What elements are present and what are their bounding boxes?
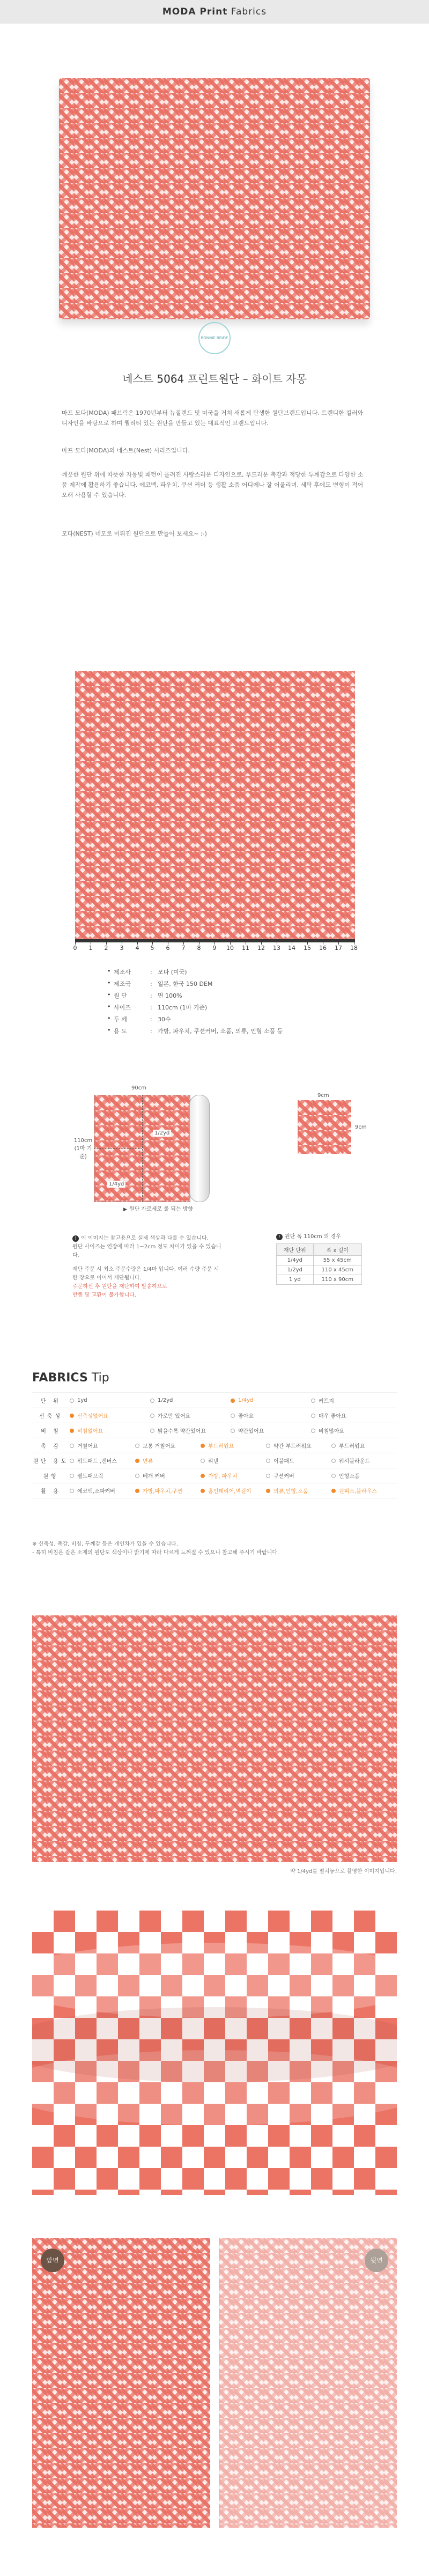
selected-dot-icon (231, 1399, 235, 1403)
tip-row (32, 1483, 397, 1498)
tip-row (32, 1423, 397, 1438)
tip-row (32, 1393, 397, 1408)
tip-option-label: 워드패드 ,캔버스 (77, 1459, 117, 1465)
ruler-number: 17 (335, 945, 342, 952)
spec-value: 면 100% (158, 992, 182, 999)
half-divider (142, 1095, 143, 1202)
ruler-tick (75, 939, 76, 945)
tip-option-label: 베개 커버 (143, 1474, 165, 1480)
table-row (277, 1256, 362, 1265)
tip-key: 신축성 (39, 1414, 63, 1419)
unselected-dot-icon (70, 1489, 74, 1493)
spec-key: • 제조국 (107, 979, 150, 988)
table-cell: 110 x 45cm (313, 1265, 361, 1275)
tip-option-label: 커트지 (319, 1399, 334, 1404)
cut-table-head: ! 원단 폭 110cm 의 경우 (276, 1232, 378, 1240)
order-notes (72, 1234, 223, 1300)
ruler (73, 939, 358, 952)
cut-table-header: 재단 단위 (277, 1244, 314, 1256)
selected-dot-icon (201, 1444, 205, 1448)
ruler-number: 15 (304, 945, 311, 952)
tip-option-label: 비침많아요 (319, 1429, 345, 1435)
roll-direction-note: ▶ 원단 가로세로 롤 되는 방향 (123, 1204, 193, 1212)
size-diagram (72, 1079, 233, 1224)
tip-row (32, 1408, 397, 1423)
ruler-number: 18 (350, 945, 358, 952)
unselected-dot-icon (150, 1399, 154, 1403)
quarter-yard-label: 1/4yd (107, 1181, 125, 1188)
tip-option (231, 1411, 311, 1419)
description-paragraph-3: 깨끗한 원단 위에 따뜻한 자몽빛 패턴이 올려진 사랑스러운 디자인으로, 부드러운 촉감과 적당한 두께감으로 다양한 소품 제작에 활용하기 좋습니다. 에코백, 파우치, 쿠션 커버 등 생활 소품 어디에나 잘 어울리며, 세탁 후에도 변형이 적어 오래 사용할 수 있습니다. (62, 471, 364, 499)
ruler-number: 11 (242, 945, 249, 952)
tip-option-label: 퀼트패브릭 (77, 1474, 103, 1480)
ruler-number: 10 (226, 945, 234, 952)
unselected-dot-icon (331, 1444, 336, 1448)
tip-option (311, 1411, 391, 1419)
tip-option (150, 1426, 231, 1435)
unselected-dot-icon (70, 1474, 74, 1478)
tip-option (70, 1487, 135, 1495)
photo-caption: 약 1/4yd를 펼쳐놓으로 촬영한 이미지입니다. (290, 1869, 397, 1875)
tip-option-label: 1yd (77, 1397, 87, 1403)
unselected-dot-icon (311, 1414, 315, 1418)
tip-row (32, 1468, 397, 1483)
tip-option-label: 인형소품 (339, 1474, 360, 1480)
tip-option-label: 부드러워요 (339, 1444, 365, 1450)
unselected-dot-icon (150, 1414, 154, 1418)
tip-option-label: 가방,파우치,쿠션 (143, 1489, 182, 1495)
tip-option (70, 1457, 135, 1465)
tip-option (150, 1411, 231, 1419)
tip-option (201, 1441, 266, 1450)
spec-row (107, 990, 332, 1001)
ruler-tick (307, 939, 308, 945)
tip-key: 활 용 (41, 1489, 61, 1495)
tip-option-label: 원피스,블라우스 (339, 1489, 377, 1495)
tip-option-label: 1/2yd (158, 1397, 173, 1403)
ruler-tick (230, 939, 231, 945)
spec-colon: : (150, 980, 152, 987)
ruler-tick (106, 939, 107, 945)
tip-option (231, 1397, 311, 1403)
info-icon: ! (276, 1234, 283, 1240)
tip-key: 촉 감 (41, 1444, 61, 1450)
note-2: 원단 사이즈는 연장에 따라 1~2cm 정도 차이가 있을 수 있습니다. (72, 1244, 221, 1258)
title-main: 네스트 5064 프린트원단 (122, 372, 240, 385)
ruler-number: 1 (88, 945, 93, 952)
tip-option-label: 보통 거칠어요 (143, 1444, 176, 1450)
table-cell: 1/4yd (277, 1256, 314, 1265)
tips-foot-2: - 특히 비침은 같은 소재의 원단도 색상이나 밝기에 따라 다르게 느껴질 수 있으니 참고해 주시기 바랍니다. (32, 1550, 279, 1556)
tips-foot-1: ※ 신축성, 촉감, 비침, 두께감 등은 개인차가 있을 수 있습니다. (32, 1541, 178, 1547)
brand-header (0, 0, 429, 24)
spec-key: • 두 께 (107, 1015, 150, 1023)
tip-option-label: 1/4yd (238, 1397, 254, 1403)
ruler-number: 16 (319, 945, 327, 952)
spec-row (107, 978, 332, 990)
spec-colon: : (150, 1027, 152, 1035)
front-badge: 앞면 (41, 2249, 64, 2272)
ruler-number: 4 (135, 945, 139, 952)
spec-colon: : (150, 968, 152, 976)
folded-fabric (59, 78, 370, 319)
ruler-number: 8 (197, 945, 201, 952)
spec-value: 일본, 한국 150 DEM (158, 980, 213, 987)
spec-row (107, 966, 332, 978)
tip-option (70, 1411, 150, 1419)
tip-option (135, 1487, 201, 1495)
tip-option-label: 거칠어요 (77, 1444, 98, 1450)
tip-key: 원단 용도 (33, 1459, 69, 1465)
table-row (277, 1275, 362, 1285)
cut-size-table (276, 1232, 378, 1285)
spec-value: 30수 (158, 1016, 171, 1023)
hero-fabric-image (59, 78, 370, 319)
fabric-sample-swatch (75, 671, 355, 939)
spec-key: • 원 단 (107, 991, 150, 1000)
spec-value: 가방, 파우치, 쿠션커버, 소품, 의류, 인형 소품 등 (158, 1028, 283, 1035)
selected-dot-icon (135, 1459, 139, 1463)
tip-option (331, 1472, 397, 1480)
tip-option-label: 약간있어요 (238, 1429, 264, 1435)
back-side-photo (219, 2238, 397, 2528)
tip-option-label: 가방, 파우치 (208, 1474, 238, 1480)
tip-option-label: 부드러워요 (208, 1444, 234, 1450)
note-red-1: 주문하신 후 원단을 재단하여 발송하므로 (72, 1284, 167, 1290)
tip-option-label: 워셔블라운드 (339, 1459, 370, 1465)
selected-dot-icon (331, 1489, 336, 1493)
tip-row (32, 1438, 397, 1453)
ruler-number: 5 (150, 945, 154, 952)
half-yard-label: 1/2yd (153, 1130, 171, 1137)
tip-option (70, 1426, 150, 1435)
tip-option-label: 신축성없어요 (77, 1414, 108, 1419)
ruler-number: 3 (120, 945, 124, 952)
draped-fabric-photo (32, 1911, 397, 2195)
unselected-dot-icon (150, 1429, 154, 1433)
tip-option (331, 1441, 397, 1450)
tip-option-label: 쿠션커버 (273, 1474, 294, 1480)
tip-option (135, 1472, 201, 1480)
tip-option-label: 약간 부드러워요 (273, 1444, 312, 1450)
tip-option (70, 1441, 135, 1450)
tip-option (311, 1396, 391, 1404)
unselected-dot-icon (311, 1429, 315, 1433)
tip-option (331, 1457, 397, 1465)
unselected-dot-icon (70, 1459, 74, 1463)
spec-row (107, 1025, 332, 1037)
tip-key: 원형 (43, 1474, 59, 1480)
quarter-divider (94, 1148, 142, 1149)
tip-option-label: 에코백,소파커버 (77, 1489, 115, 1495)
ruler-tick (137, 939, 138, 945)
unselected-dot-icon (266, 1459, 270, 1463)
spec-key: • 사이즈 (107, 1003, 150, 1012)
spec-colon: : (150, 1015, 152, 1023)
spec-key: • 용 도 (107, 1027, 150, 1035)
tip-option-label: 비침없어요 (77, 1429, 103, 1435)
diagram-width-label: 90cm (131, 1085, 146, 1091)
drape-highlight (32, 1943, 397, 2018)
ruler-number: 12 (257, 945, 265, 952)
tip-key: 단 위 (41, 1399, 61, 1404)
ruler-tick (338, 939, 339, 945)
info-icon: ! (72, 1235, 79, 1242)
ruler-number: 14 (288, 945, 295, 952)
selected-dot-icon (201, 1489, 205, 1493)
cut-table-header: 폭 x 길이 (313, 1244, 361, 1256)
unselected-dot-icon (135, 1444, 139, 1448)
small-sample-width: 9cm (317, 1093, 329, 1099)
tip-option-label: 리넨 (208, 1459, 219, 1465)
ruler-number: 7 (181, 945, 186, 952)
note-3: 재단 주문 시 최소 주문수량은 1/4마 입니다. 여러 수량 주문 시 한 장으로 이어서 재단됩니다. (72, 1267, 219, 1281)
brand-light: Fabrics (227, 6, 267, 17)
selected-dot-icon (266, 1489, 270, 1493)
tip-key: 비 침 (41, 1429, 61, 1435)
description-paragraph-4: 모다(NEST) 네모로 이뤄진 원단으로 만들어 보세요~ :-) (62, 530, 207, 537)
unselected-dot-icon (231, 1414, 235, 1418)
tip-option-label: 의류,인형,소품 (273, 1489, 308, 1495)
selected-dot-icon (201, 1474, 205, 1478)
ruler-tick (261, 939, 262, 945)
unselected-dot-icon (135, 1474, 139, 1478)
front-side-photo (32, 2238, 210, 2528)
tip-option (266, 1441, 331, 1450)
ruler-tick (214, 939, 215, 945)
ruler-tick (152, 939, 153, 945)
tip-option (311, 1426, 391, 1435)
selected-dot-icon (70, 1414, 74, 1418)
ruler-bar (75, 939, 355, 942)
tip-option-label: 이불패드 (273, 1459, 294, 1465)
fabric-roll (189, 1095, 210, 1202)
unselected-dot-icon (311, 1399, 315, 1403)
description-paragraph-2: 마프 모다(MODA)의 네스트(Nest) 시리즈입니다. (62, 447, 190, 454)
spec-key: • 제조사 (107, 968, 150, 976)
unselected-dot-icon (201, 1459, 205, 1463)
tip-option (135, 1457, 201, 1465)
tip-row (32, 1453, 397, 1468)
logo-text: BONNIE BRIDE (201, 336, 228, 340)
spec-colon: : (150, 992, 152, 999)
unselected-dot-icon (231, 1429, 235, 1433)
brand-title (0, 6, 429, 17)
ruler-tick (183, 939, 184, 945)
tip-option (266, 1487, 331, 1495)
table-row (277, 1265, 362, 1275)
tip-option-label: 가로만 있어요 (158, 1414, 191, 1419)
product-title (0, 370, 429, 386)
diagram-height-label: 110cm (1마 기준) (73, 1138, 93, 1160)
tips-title: FABRICS Tip (32, 1371, 109, 1385)
tip-option (135, 1441, 201, 1450)
tip-option (70, 1397, 150, 1403)
drape-shadow (32, 2007, 397, 2082)
ruler-number: 6 (166, 945, 170, 952)
selected-dot-icon (70, 1429, 74, 1433)
cut-table (276, 1243, 362, 1285)
tip-option (201, 1472, 266, 1480)
spec-row (107, 1001, 332, 1013)
table-cell: 1/2yd (277, 1265, 314, 1275)
title-sub: – 화이트 자몽 (239, 372, 307, 385)
spec-list (107, 966, 332, 1037)
tip-option (231, 1426, 311, 1435)
ruler-number: 0 (73, 945, 77, 952)
tip-option (331, 1487, 397, 1495)
unselected-dot-icon (331, 1459, 336, 1463)
tip-option (201, 1487, 266, 1495)
selected-dot-icon (135, 1489, 139, 1493)
ruler-number: 13 (273, 945, 280, 952)
ruler-number: 9 (212, 945, 217, 952)
spec-colon: : (150, 1004, 152, 1011)
table-cell: 55 x 45cm (313, 1256, 361, 1265)
unselected-dot-icon (266, 1474, 270, 1478)
note-1: ! 이 이미지는 참고용으로 실제 색상과 다를 수 있습니다. (72, 1234, 223, 1243)
ruler-number: 2 (104, 945, 108, 952)
small-sample-height: 9cm (355, 1124, 367, 1130)
tip-option (150, 1397, 231, 1403)
flat-fabric-photo (32, 1615, 397, 1862)
unselected-dot-icon (70, 1444, 74, 1448)
tip-option (266, 1472, 331, 1480)
note-red-2: 반품 및 교환이 불가합니다. (72, 1292, 136, 1298)
back-badge: 뒷면 (365, 2249, 388, 2272)
tips-footnote (32, 1540, 397, 1557)
small-sample-swatch (298, 1100, 351, 1154)
spec-value: 모다 (미국) (158, 969, 187, 976)
tip-option-label: 매우 좋아요 (319, 1414, 346, 1419)
tip-option (70, 1472, 135, 1480)
spec-row (107, 1013, 332, 1025)
table-cell: 110 x 90cm (313, 1275, 361, 1285)
unselected-dot-icon (331, 1474, 336, 1478)
unselected-dot-icon (266, 1444, 270, 1448)
tip-option-label: 면류 (143, 1459, 153, 1465)
tip-option-label: 홈인테리어,벽걸이 (208, 1489, 252, 1495)
description-paragraph-1: 마프 모다(MODA) 패브릭은 1970년부터 뉴질랜드 및 미국을 거쳐 새롭게 탄생한 원단브랜드입니다. 트렌디한 컬러와 디자인을 바탕으로 하며 퀄리티 있는 원단을 만들고 있는 대표적인 브랜드입니다. (62, 409, 364, 427)
brand-bold: MODA Print (162, 6, 228, 17)
brand-logo (198, 322, 231, 354)
tip-option (266, 1457, 331, 1465)
spec-value: 110cm (1마 기준) (158, 1004, 208, 1011)
unselected-dot-icon (70, 1399, 74, 1403)
tips-table (32, 1393, 397, 1498)
tip-option (201, 1457, 266, 1465)
tip-option-label: 밝을수록 약간있어요 (158, 1429, 206, 1435)
tip-option-label: 좋아요 (238, 1414, 254, 1419)
table-cell: 1 yd (277, 1275, 314, 1285)
